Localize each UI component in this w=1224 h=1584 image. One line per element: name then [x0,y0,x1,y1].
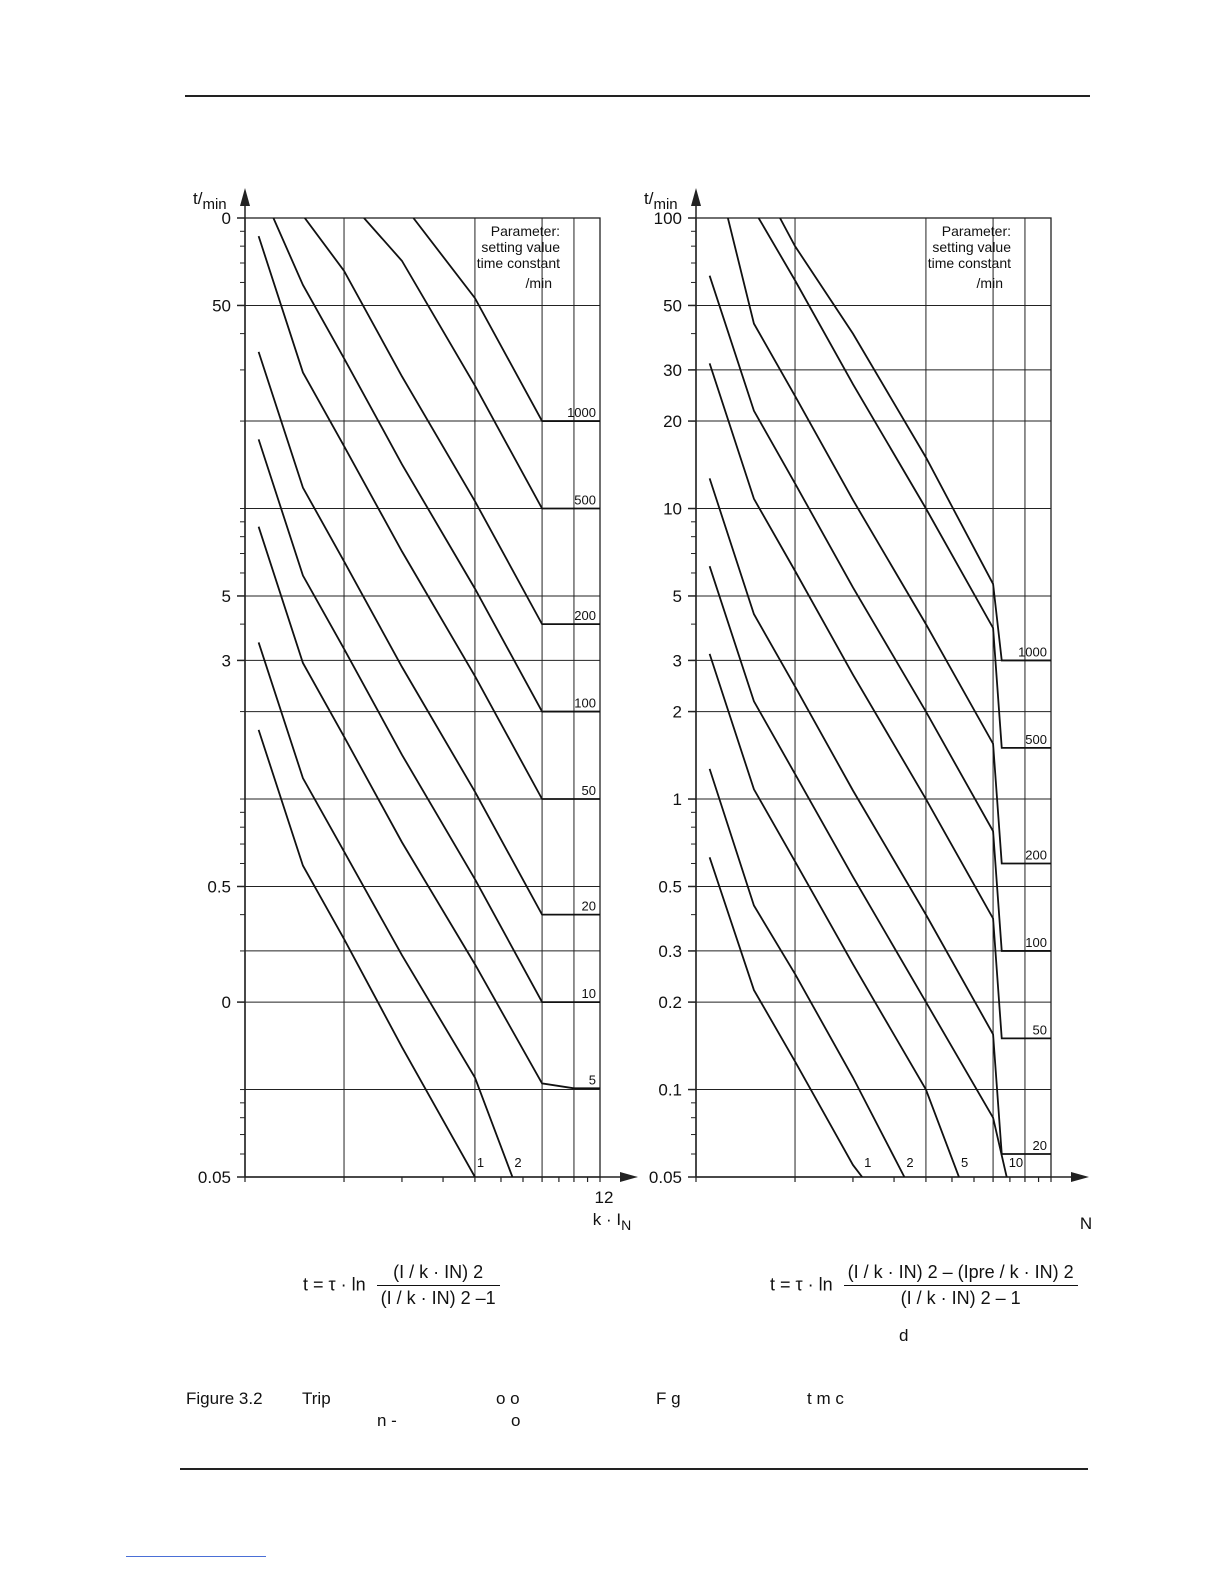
series-line [728,218,1051,863]
legend-text: time constant [927,255,1011,271]
series-line [710,857,863,1177]
series-label: 200 [1025,847,1047,863]
series-label: 500 [574,492,596,508]
series-label: 20 [581,898,596,914]
x-axis-label-sub: N [621,1217,632,1233]
footer-rule [180,1468,1088,1470]
y-tick-label: 2 [672,702,682,722]
series-label: 10 [581,986,596,1002]
footer-link-underline [126,1556,266,1557]
legend-unit: /min [525,275,552,291]
right-formula-denominator: (I / k · IN) 2 – 1 [900,1288,1021,1308]
right-formula-numerator: (I / k · IN) 2 – (Ipre / k · IN) 2 [844,1262,1078,1286]
legend-text: setting value [932,239,1011,255]
series-label: 500 [1025,731,1047,747]
series-label: 50 [1032,1022,1047,1038]
series-line [710,363,1051,1038]
y-tick-label: 0 [221,209,231,228]
y-axis-label-sub: min [653,196,678,213]
legend-text: setting value [481,239,560,255]
figure-label: Figure 3.2 [186,1389,263,1408]
series-line [710,654,959,1177]
series-label: 10 [1008,1155,1024,1170]
plot-area [644,188,1092,1233]
y-tick-label: 30 [663,360,682,380]
caption-fragment: o o [496,1389,520,1408]
y-tick-label: 100 [653,209,682,228]
legend-unit: /min [976,275,1003,291]
series-label: 1000 [567,405,596,421]
series-label: 5 [960,1155,969,1170]
caption-fragment: Trip [302,1389,331,1408]
y-tick-label: 0.2 [658,993,682,1013]
series-label: 1 [864,1155,872,1170]
series-label: 200 [574,608,596,624]
y-tick-label: 0.5 [658,877,682,897]
right-formula-note: d [899,1326,909,1345]
left-formula-denominator: (I / k · IN) 2 –1 [380,1288,496,1308]
legend-text: Parameter: [490,223,560,239]
series-line [780,218,1051,660]
y-tick-label: 0.5 [207,877,231,897]
right-formula-lhs: t = τ · ln [770,1274,833,1295]
legend-text: Parameter: [941,223,1011,239]
x-tick-label: 12 [594,1188,614,1207]
right-trip-formula [770,1262,1078,1309]
caption-fragment: o [511,1411,521,1430]
y-tick-label: 0.05 [648,1168,682,1187]
y-tick-label: 20 [663,412,682,432]
series-label: 50 [581,783,596,799]
right-formula-fraction [844,1262,1078,1309]
y-tick-label: 0 [221,993,231,1013]
y-tick-label: 3 [672,651,682,671]
series-label: 100 [1025,934,1047,950]
series-line [710,769,905,1177]
series-label: 5 [588,1072,596,1088]
series-line [710,478,1051,1154]
series-label: 1 [476,1155,485,1170]
y-tick-label: 50 [212,296,231,316]
series-line [710,276,1051,951]
series-label: 2 [906,1155,914,1170]
x-axis-arrow [1071,1172,1089,1182]
x-axis-label: $k \cdot I_N$ [592,1210,632,1233]
left-formula-numerator: (I / k · IN) 2 [377,1262,500,1286]
series-label: 2 [514,1155,522,1170]
caption-fragment: F g [656,1389,681,1408]
y-axis-label-sub: min [202,196,227,213]
caption-fragment: n - [377,1411,397,1430]
y-tick-label: 0.3 [658,941,682,961]
y-tick-label: 3 [221,651,231,671]
series-label: 1000 [1018,644,1047,660]
series-label: 20 [1032,1137,1047,1153]
left-trip-formula [303,1262,500,1309]
y-tick-label: 50 [663,296,682,316]
series-line [710,566,1007,1177]
y-tick-label: 10 [663,499,682,519]
caption-fragment: t m c [807,1389,844,1408]
x-axis-label: N [1079,1214,1093,1233]
y-tick-label: 0.05 [197,1168,231,1187]
left-formula-lhs: t = τ · ln [303,1274,366,1295]
left-formula-fraction [377,1262,500,1309]
series-line [759,218,1051,748]
legend-text: time constant [476,255,560,271]
y-tick-label: 5 [221,586,231,606]
y-tick-label: 1 [672,790,682,810]
series-label: 100 [574,695,596,711]
y-axis-label: t/min [193,189,227,213]
y-tick-label: 5 [672,586,682,606]
y-tick-label: 0.1 [658,1080,682,1100]
y-axis-arrow [691,188,701,206]
y-axis-label: t/min [644,189,678,213]
